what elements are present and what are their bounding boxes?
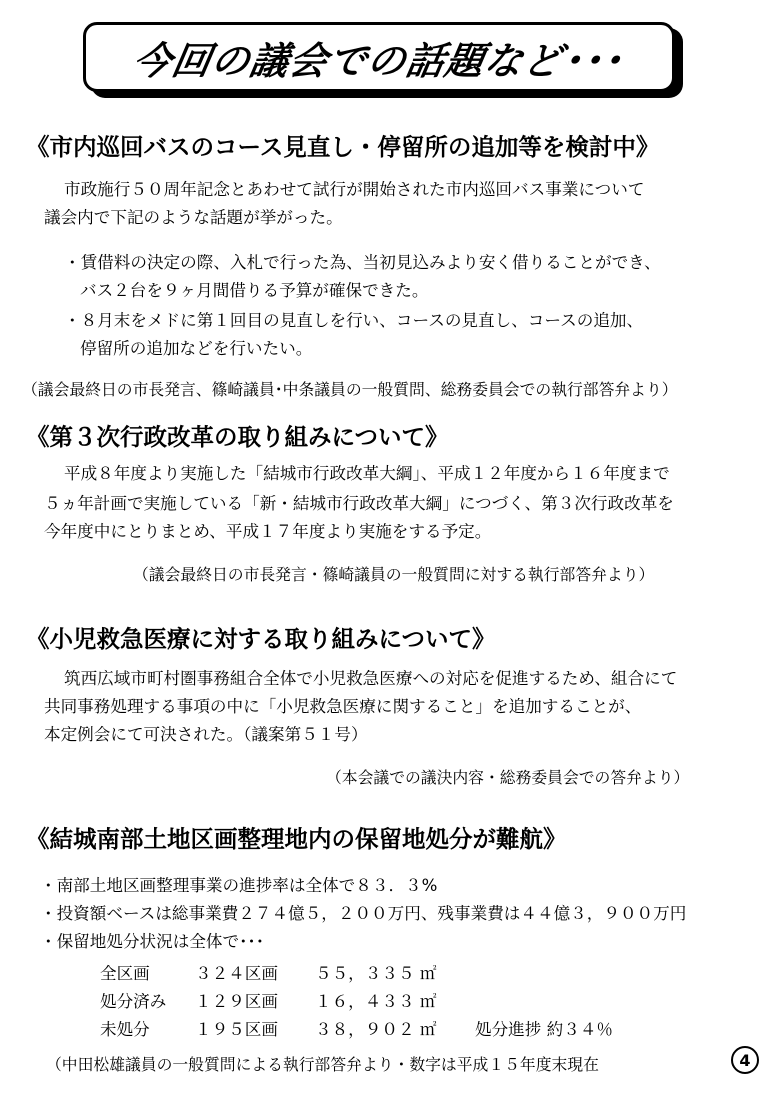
section-reform-line-3: 今年度中にとりまとめ、平成１７年度より実施をする予定。: [44, 522, 492, 541]
section-reform-source: （議会最終日の市長発言・篠崎議員の一般質問に対する執行部答弁より）: [133, 565, 655, 584]
section-land-bullet-1: ・南部土地区画整理事業の進捗率は全体で８３．３%: [40, 876, 438, 895]
section-pediatric-line-2: 共同事務処理する事項の中に「小児救急医療に関すること」を追加することが、: [44, 697, 642, 716]
section-bus-bullet-1-line-1: ・賃借料の決定の際、入札で行った為、当初見込みより安く借りることができ、: [64, 253, 661, 272]
stat-label: 全区画: [100, 964, 150, 983]
page-number: [731, 1046, 759, 1074]
section-bus-bullet-1-line-2: バス２台を９ヶ月間借りる予算が確保できた。: [80, 281, 429, 300]
section-pediatric-line-3: 本定例会にて可決された。（議案第５１号）: [44, 725, 368, 744]
stat-count: １２９区画: [195, 992, 278, 1011]
section-bus-intro-line-2: 議会内で下記のような話題が挙がった。: [44, 208, 343, 227]
section-heading-land: 《結城南部土地区画整理地内の保留地処分が難航》: [26, 825, 567, 853]
stat-area: ３８，９０２ ㎡: [315, 1020, 437, 1039]
section-land-bullet-2: ・投資額ベースは総事業費２７４億５，２００万円、残事業費は４４億３，９００万円: [40, 904, 687, 923]
page-title: 今回の議会での話題など･･･: [129, 38, 627, 83]
stat-count: １９５区画: [195, 1020, 278, 1039]
page-number-value: 4: [739, 1050, 751, 1070]
stat-area: ５５，３３５ ㎡: [315, 964, 437, 983]
stat-count: ３２４区画: [195, 964, 278, 983]
section-bus-bullet-2-line-2: 停留所の追加などを行いたい。: [80, 339, 313, 358]
section-land-source: （中田松雄議員の一般質問による執行部答弁より・数字は平成１５年度末現在: [46, 1055, 599, 1074]
stat-progress-note: 処分進捗 約３４％: [475, 1020, 614, 1039]
section-bus-bullet-2-line-1: ・８月末をメドに第１回目の見直しを行い、コースの見直し、コースの追加、: [64, 311, 644, 330]
section-heading-reform: 《第３次行政改革の取り組みについて》: [26, 423, 449, 451]
section-heading-bus: 《市内巡回バスのコース見直し・停留所の追加等を検討中》: [26, 133, 660, 161]
section-reform-line-2: ５ヵ年計画で実施している「新・結城市行政改革大綱」につづく、第３次行政改革を: [44, 494, 674, 513]
section-land-bullet-3: ・保留地処分状況は全体で･･･: [40, 932, 265, 951]
section-reform-line-1: 平成８年度より実施した「結城市行政改革大綱」、平成１２年度から１６年度まで: [64, 464, 670, 483]
section-pediatric-line-1: 筑西広域市町村圏事務組合全体で小児救急医療への対応を促進するため、組合にて: [64, 669, 678, 688]
stat-area: １６，４３３ ㎡: [315, 992, 437, 1011]
stat-label: 処分済み: [100, 992, 167, 1011]
stat-label: 未処分: [100, 1020, 150, 1039]
section-bus-intro-line-1: 市政施行５０周年記念とあわせて試行が開始された市内巡回バス事業について: [64, 180, 645, 199]
section-heading-pediatric: 《小児救急医療に対する取り組みについて》: [26, 625, 496, 653]
title-banner: [83, 22, 675, 92]
section-bus-source: （議会最終日の市長発言、篠崎議員･中条議員の一般質問、総務委員会での執行部答弁より）: [22, 380, 678, 399]
section-pediatric-source: （本会議での議決内容・総務委員会での答弁より）: [326, 768, 690, 787]
